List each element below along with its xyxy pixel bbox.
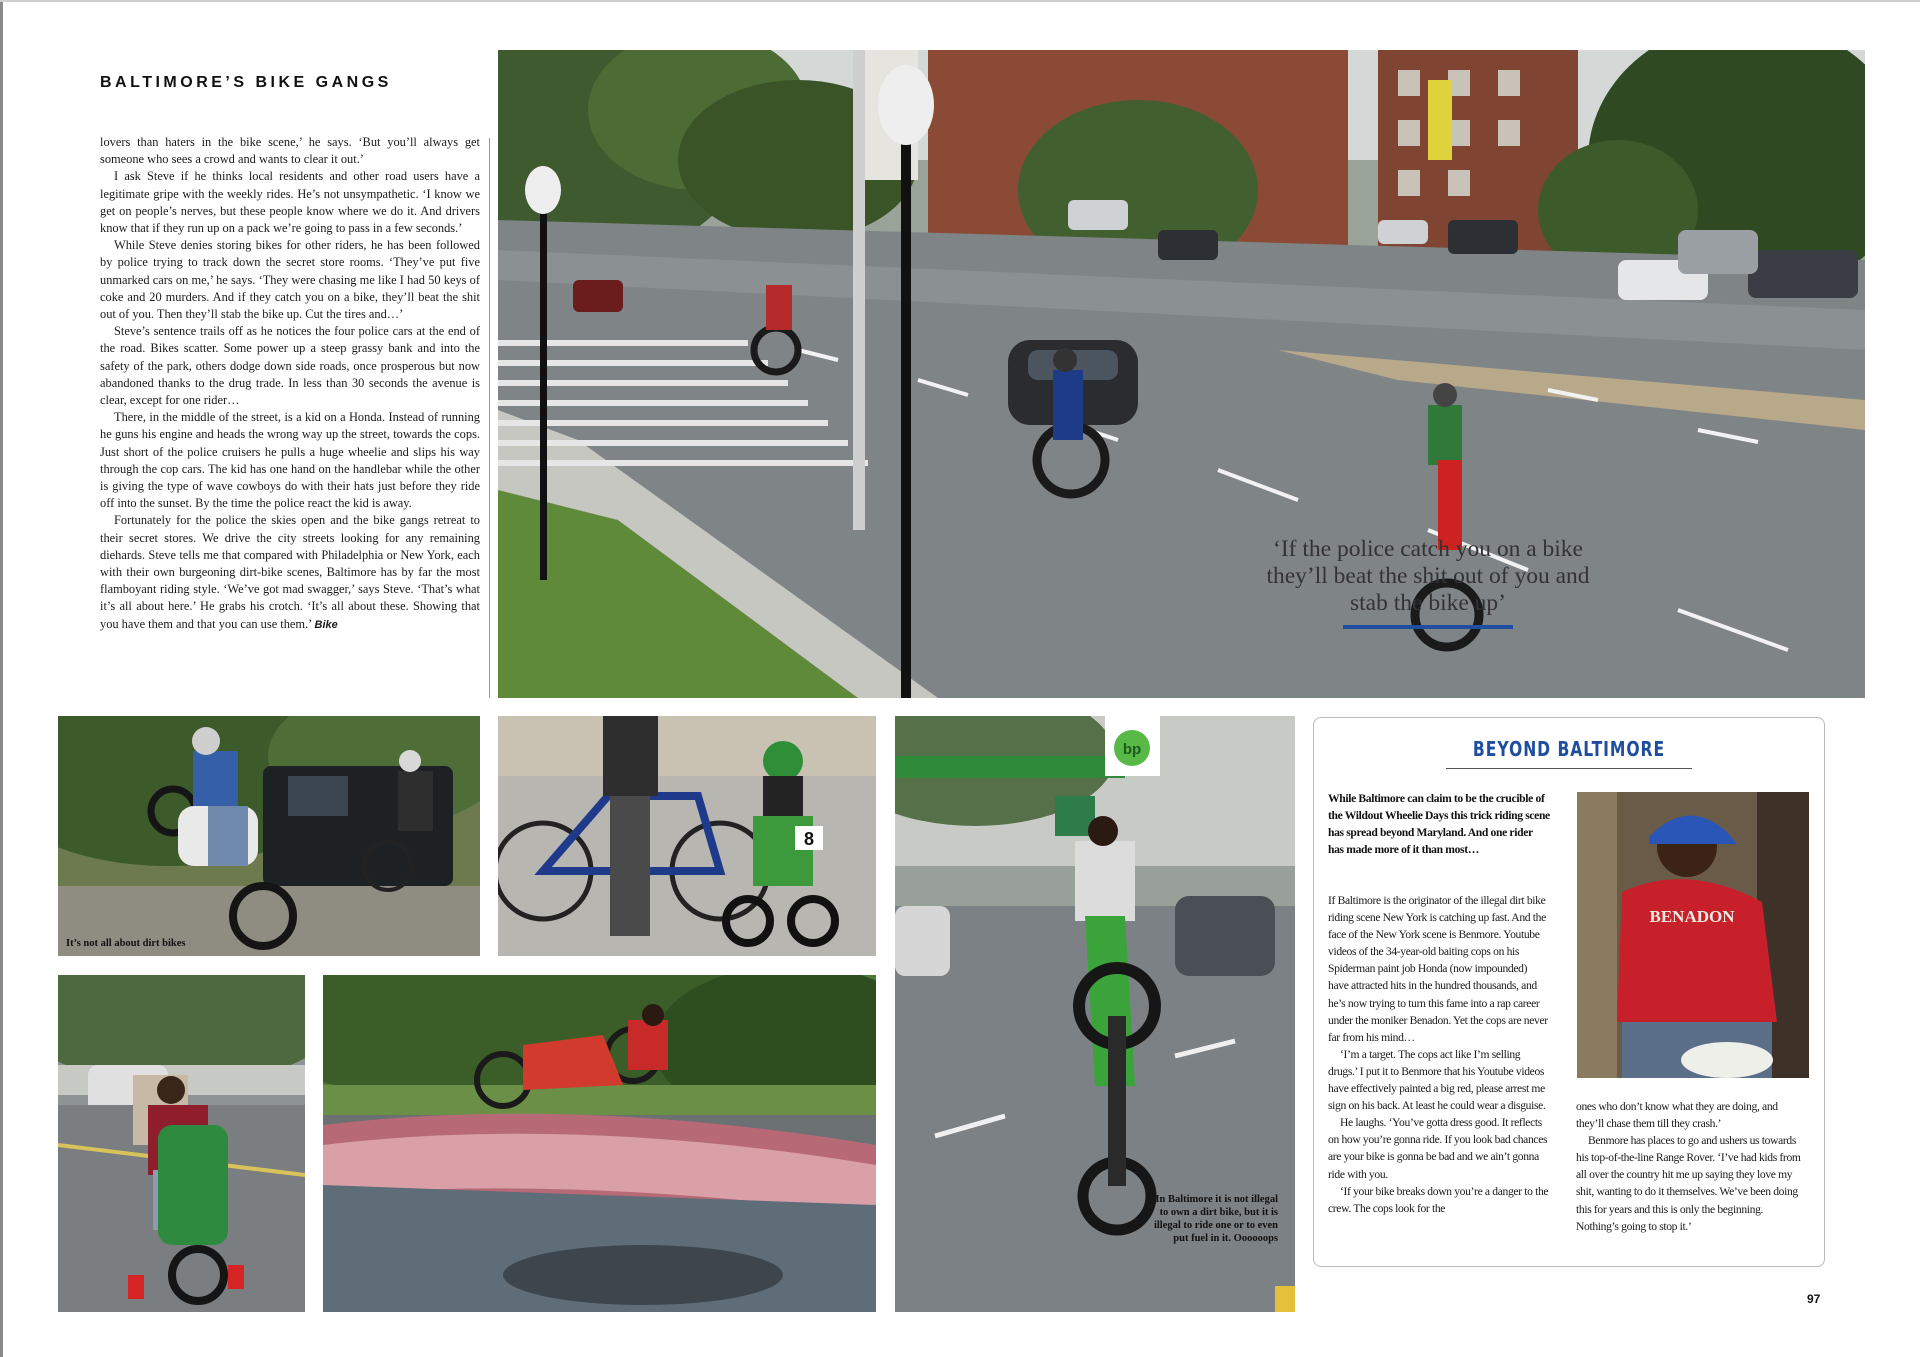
sidebar-paragraph: ‘I’m a target. The cops act like I’m selling drugs.’ I put it to Benmore that his Youtube videos have effectively painted a big red, please arrest me sign on his back. At least he could wear a disguise. — [1328, 1047, 1546, 1113]
sidebar-paragraph: ‘If your bike breaks down you’re a danger to the crew. The cops look for the — [1328, 1184, 1549, 1215]
end-mark: Bike — [314, 618, 338, 631]
photo-kid-minibike — [498, 716, 876, 956]
page-edge — [0, 0, 3, 1357]
photo-family-bike — [58, 975, 305, 1312]
caption-illegal: In Baltimore it is not illegal to own a dirt bike, but it is illegal to ride one or to even put fuel in it. Oooooops — [1153, 1194, 1278, 1244]
column-rule — [489, 138, 490, 698]
article-body — [100, 134, 480, 634]
page-edge-top — [0, 0, 1920, 2]
photo-benadon-portrait — [1577, 792, 1809, 1078]
article-paragraph-last — [100, 512, 480, 633]
pull-quote: ‘If the police catch you on a bike they’ll beat the shit out of you and stab the bike up’ — [1266, 536, 1590, 616]
sidebar-paragraph: Benmore has places to go and ushers us towards his top-of-the-line Range Rover. ‘I’ve had kids from all over the country hit me up saying they love my shit, wanting to do it themselves. We’ve been doing this for years and this is only the beginning. Nothing’s going to stop it.’ — [1576, 1134, 1801, 1233]
pull-quote-rule — [1343, 625, 1513, 629]
article-paragraph: While Steve denies storing bikes for other riders, he has been followed by police trying to track down the secret store rooms. ‘They’ve put five unmarked cars on me,’ he says. ‘They were chasing me like I had 50 keys of coke and 20 murders. And if they catch you on a bike, they’ll beat the shit out of you. Then they’ll stab the bike up. Cut the tires and…’ — [100, 238, 480, 322]
photo-street-wheelie — [58, 716, 480, 956]
photo-motion-blur-car — [323, 975, 876, 1312]
caption-dirt-bikes: It’s not all about dirt bikes — [66, 938, 186, 949]
sidebar-intro: While Baltimore can claim to be the crucible of the Wildout Wheelie Days this trick riding scene has spread beyond Maryland. And one rider has made more of it than most… — [1328, 792, 1550, 857]
sidebar-paragraph: If Baltimore is the originator of the illegal dirt bike riding scene New York is catching up fast. And the face of the New York scene is Benmore. Youtube videos of the 34-year-old baiting cops on his Spiderman paint job Honda (now impounded) have attracted hits in the hundred thousands, and he’s now trying to turn this fame into a rap career under the moniker Benadon. Yet the cops are never far from his mind… — [1328, 894, 1548, 1044]
sidebar-column-2 — [1576, 1098, 1808, 1235]
sidebar-column-1 — [1328, 892, 1550, 1217]
article-paragraph: There, in the middle of the street, is a kid on a Honda. Instead of running he guns his engine and heads the wrong way up the street, towards the cops. Just short of the police cruisers he pulls a huge wheelie and slips his way through the cop cars. The kid has one hand on the handlebar while the other is giving the type of wave cowboys do with their hats just before they ride off into the sunset. By the time the police react the kid is away. — [100, 410, 480, 511]
page-number: 97 — [1807, 1292, 1821, 1306]
plate-number: 8 — [803, 829, 815, 849]
page-headline: BALTIMORE’S BIKE GANGS — [100, 74, 392, 91]
article-paragraph: I ask Steve if he thinks local residents and other road users have a legitimate gripe with the weekly rides. He’s not unsympathetic. ‘I know we get on people’s nerves, but these people know where we do it. And drivers know that if they run up on a pack we’re going to pass in a few seconds.’ — [100, 169, 480, 236]
sidebar-paragraph: ones who don’t know what they are doing, and they’ll chase them till they crash.’ — [1576, 1100, 1778, 1131]
article-paragraph: Steve’s sentence trails off as he notices the four police cars at the end of the road. Bikes scatter. Some power up a steep grassy bank and into the safety of the park, others dodge down side roads, once prosperous but now abandoned thanks to the drug trade. In less than 30 seconds the avenue is clear, except for one rider… — [100, 324, 480, 408]
sidebar-title-rule — [1446, 768, 1692, 769]
sidebar-paragraph: He laughs. ‘You’ve gotta dress good. It reflects on how you’re gonna ride. If you look bad chances are your bike is gonna be bad and we ain’t gonna ride with you. — [1328, 1116, 1548, 1181]
bp-sign: bp — [1122, 741, 1142, 758]
article-paragraph: lovers than haters in the bike scene,’ he says. ‘But you’ll always get someone who sees a crowd and wants to clear it out.’ — [100, 135, 480, 167]
sidebar-beyond-baltimore — [1313, 717, 1825, 1267]
article-last-text: Fortunately for the police the skies open and the bike gangs retreat to their secret stores. We drive the city streets looking for any remaining diehards. Steve tells me that compared with Philadelphia or New York, each with their own burgeoning dirt-bike scenes, Baltimore has by far the most flamboyant riding style. ‘We’ve got mad swagger,’ says Steve. ‘That’s what it’s all about here.’ He grabs his crotch. ‘It’s all about these. Showing that you have them and that you can use them.’ — [100, 513, 480, 631]
hero-photo — [498, 50, 1865, 698]
sidebar-title: BEYOND BALTIMORE — [1472, 737, 1666, 761]
shirt-text: BENADON — [1649, 907, 1735, 926]
